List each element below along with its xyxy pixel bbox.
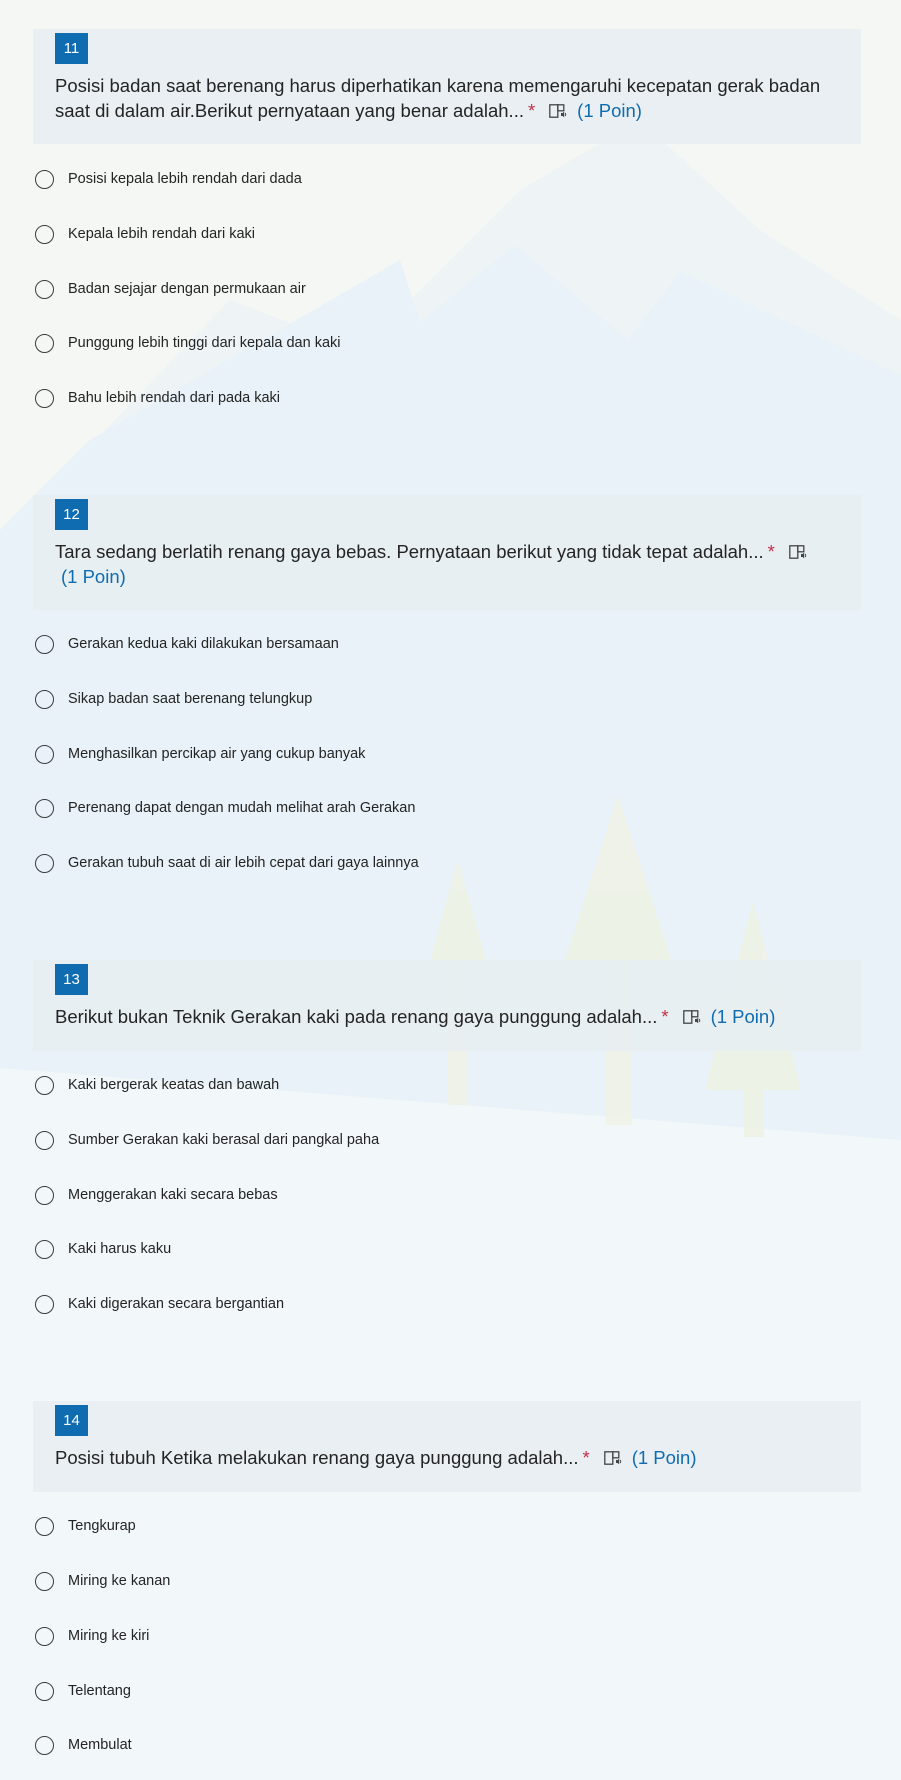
option-item[interactable] [35, 1732, 132, 1758]
points-label: (1 Poin) [61, 566, 126, 587]
option-label: Membulat [68, 1737, 132, 1753]
option-item[interactable] [35, 795, 415, 821]
question-title: Tara sedang berlatih renang gaya bebas. Pernyataan berikut yang tidak tepat adalah... [55, 541, 764, 562]
question-number: 13 [55, 964, 88, 995]
question-title: Posisi badan saat berenang harus diperhatikan karena memengaruhi kecepatan gerak badan saat di dalam air.Berikut pernyataan yang benar adalah... [55, 75, 821, 121]
option-label: Kepala lebih rendah dari kaki [68, 226, 256, 242]
option-item[interactable] [35, 850, 419, 876]
option-item[interactable] [35, 221, 255, 247]
required-asterisk: * [582, 1447, 590, 1468]
radio-button-icon[interactable] [35, 280, 54, 299]
option-item[interactable] [35, 686, 312, 712]
option-label: Bahu lebih rendah dari pada kaki [68, 390, 281, 406]
question-number: 11 [55, 33, 88, 64]
option-label: Sikap badan saat berenang telungkup [68, 691, 313, 707]
option-label: Gerakan kedua kaki dilakukan bersamaan [68, 636, 339, 652]
option-label: Telentang [68, 1683, 131, 1699]
option-item[interactable] [35, 631, 339, 657]
option-label: Posisi kepala lebih rendah dari dada [68, 171, 302, 187]
question-header [33, 960, 861, 1051]
option-label: Kaki digerakan secara bergantian [68, 1296, 285, 1312]
option-item[interactable] [35, 1291, 284, 1317]
radio-button-icon[interactable] [35, 334, 54, 353]
radio-button-icon[interactable] [35, 1682, 54, 1701]
option-label: Miring ke kiri [68, 1628, 150, 1644]
option-item[interactable] [35, 1236, 171, 1262]
points-label: (1 Poin) [631, 1447, 697, 1468]
radio-button-icon[interactable] [35, 745, 54, 764]
radio-button-icon[interactable] [35, 799, 54, 818]
question-text [55, 73, 855, 123]
question-number: 12 [55, 499, 88, 530]
radio-button-icon[interactable] [35, 1240, 54, 1259]
question-text [55, 539, 845, 589]
option-label: Kaki bergerak keatas dan bawah [68, 1077, 280, 1093]
radio-button-icon[interactable] [35, 1572, 54, 1591]
option-item[interactable] [35, 1072, 279, 1098]
option-item[interactable] [35, 1678, 131, 1704]
radio-button-icon[interactable] [35, 1295, 54, 1314]
radio-button-icon[interactable] [35, 1517, 54, 1536]
required-asterisk: * [527, 100, 536, 121]
option-label: Badan sejajar dengan permukaan air [68, 281, 306, 297]
option-item[interactable] [35, 1127, 379, 1153]
question-title: Posisi tubuh Ketika melakukan renang gaya punggung adalah... [55, 1447, 579, 1468]
option-label: Gerakan tubuh saat di air lebih cepat dari gaya lainnya [68, 855, 419, 871]
question-header [33, 1401, 861, 1492]
option-item[interactable] [35, 1182, 278, 1208]
radio-button-icon[interactable] [35, 170, 54, 189]
immersive-reader-icon[interactable] [789, 545, 807, 559]
question-number: 14 [55, 1405, 88, 1436]
option-label: Menghasilkan percikap air yang cukup banyak [68, 746, 366, 762]
radio-button-icon[interactable] [35, 1131, 54, 1150]
option-label: Miring ke kanan [68, 1573, 171, 1589]
option-item[interactable] [35, 385, 280, 411]
radio-button-icon[interactable] [35, 1627, 54, 1646]
radio-button-icon[interactable] [35, 389, 54, 408]
option-label: Perenang dapat dengan mudah melihat arah Gerakan [68, 800, 416, 816]
option-label: Sumber Gerakan kaki berasal dari pangkal paha [68, 1132, 380, 1148]
question-text [55, 1004, 855, 1029]
radio-button-icon[interactable] [35, 1186, 54, 1205]
question-header [33, 495, 861, 610]
option-item[interactable] [35, 330, 340, 356]
option-label: Kaki harus kaku [68, 1241, 172, 1257]
option-item[interactable] [35, 741, 365, 767]
option-item[interactable] [35, 276, 306, 302]
radio-button-icon[interactable] [35, 225, 54, 244]
radio-button-icon[interactable] [35, 1736, 54, 1755]
option-item[interactable] [35, 166, 302, 192]
required-asterisk: * [767, 541, 775, 562]
question-header [33, 29, 861, 144]
radio-button-icon[interactable] [35, 1076, 54, 1095]
option-item[interactable] [35, 1623, 149, 1649]
immersive-reader-icon[interactable] [604, 1451, 622, 1465]
question-text [55, 1445, 855, 1470]
radio-button-icon[interactable] [35, 635, 54, 654]
points-label: (1 Poin) [710, 1006, 776, 1027]
option-item[interactable] [35, 1513, 136, 1539]
option-label: Menggerakan kaki secara bebas [68, 1187, 278, 1203]
radio-button-icon[interactable] [35, 854, 54, 873]
question-title: Berikut bukan Teknik Gerakan kaki pada renang gaya punggung adalah... [55, 1006, 658, 1027]
points-label: (1 Poin) [577, 100, 642, 121]
option-label: Tengkurap [68, 1518, 136, 1534]
radio-button-icon[interactable] [35, 690, 54, 709]
option-label: Punggung lebih tinggi dari kepala dan kaki [68, 335, 341, 351]
immersive-reader-icon[interactable] [683, 1010, 701, 1024]
option-item[interactable] [35, 1568, 170, 1594]
immersive-reader-icon[interactable] [549, 104, 567, 118]
required-asterisk: * [661, 1006, 669, 1027]
